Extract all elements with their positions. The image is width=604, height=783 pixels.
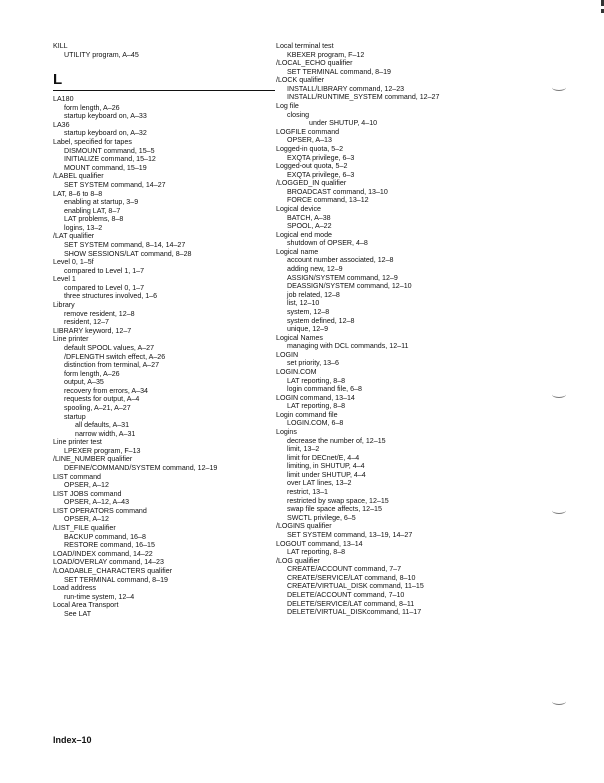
index-subentry: SET TERMINAL command, 8–19 xyxy=(64,575,168,584)
index-subentry: list, 12–10 xyxy=(287,299,320,308)
index-subentry: KBEXER program, F–12 xyxy=(287,50,365,59)
index-subentry: compared to Level 0, 1–7 xyxy=(64,283,145,292)
index-subentry: SET SYSTEM command, 13–19, 14–27 xyxy=(287,530,413,539)
index-subentry: resident, 12–7 xyxy=(64,318,109,327)
index-subentry: DELETE/SERVICE/LAT command, 8–11 xyxy=(287,599,415,608)
index-subentry: MOUNT command, 15–19 xyxy=(64,163,147,172)
page-number: Index–10 xyxy=(53,735,92,745)
index-subentry: login command file, 6–8 xyxy=(287,385,362,394)
margin-mark xyxy=(552,507,566,514)
index-subentry: BATCH, A–38 xyxy=(287,213,331,222)
index-subentry: OPSER, A–13 xyxy=(287,136,332,145)
section-letter-heading: L xyxy=(53,72,275,91)
index-entry: LOAD/INDEX command, 14–22 xyxy=(53,549,153,558)
index-subentry: startup xyxy=(64,412,86,421)
index-subentry: CREATE/VIRTUAL_DISK command, 11–15 xyxy=(287,582,424,591)
index-subentry: default SPOOL values, A–27 xyxy=(64,343,155,352)
index-subentry: UTILITY program, A–45 xyxy=(64,50,139,59)
index-subentry: set priority, 13–6 xyxy=(287,359,339,368)
index-subentry: system, 12–8 xyxy=(287,307,330,316)
index-subentry: limiting, in SHUTUP, 4–4 xyxy=(287,462,365,471)
index-subentry: DISMOUNT command, 15–5 xyxy=(64,146,155,155)
index-subentry: output, A–35 xyxy=(64,378,104,387)
index-entry: LOGIN xyxy=(276,350,299,359)
index-entry: LAT, 8–6 to 8–8 xyxy=(53,189,103,198)
index-subentry: SPOOL, A–22 xyxy=(287,222,332,231)
margin-mark xyxy=(552,391,566,398)
index-entry: /LIST_FILE qualifier xyxy=(53,524,116,533)
index-entry: /LINE_NUMBER qualifier xyxy=(53,455,133,464)
index-subentry: ASSIGN/SYSTEM command, 12–9 xyxy=(287,273,398,282)
index-entry: KILL xyxy=(53,42,68,50)
index-subentry: BACKUP command, 16–8 xyxy=(64,532,146,541)
index-subentry: enabling at startup, 3–9 xyxy=(64,198,139,207)
index-entry: Login command file xyxy=(276,410,338,419)
index-subentry: DEFINE/COMMAND/SYSTEM command, 12–19 xyxy=(64,464,218,473)
index-subentry: all defaults, A–31 xyxy=(75,421,130,430)
index-entry: /LOGGED_IN qualifier xyxy=(276,179,347,188)
index-subentry: DELETE/ACCOUNT command, 7–10 xyxy=(287,591,405,599)
index-subentry: compared to Level 1, 1–7 xyxy=(64,266,145,275)
index-entry: /LOADABLE_CHARACTERS qualifier xyxy=(53,566,173,575)
index-entry: Logical device xyxy=(276,204,321,213)
index-subentry: FORCE command, 13–12 xyxy=(287,196,369,205)
index-subentry: restricted by swap space, 12–15 xyxy=(287,496,389,505)
index-subentry: LAT reporting, 8–8 xyxy=(287,548,346,557)
index-entry: Level 1 xyxy=(53,275,76,284)
index-subentry: logins, 13–2 xyxy=(64,223,103,232)
index-column-right xyxy=(276,42,536,617)
index-entry: LA36 xyxy=(53,120,70,129)
index-subentry: three structures involved, 1–6 xyxy=(64,292,158,301)
index-entry: LOGOUT command, 13–14 xyxy=(276,539,363,548)
index-subentry: CREATE/ACCOUNT command, 7–7 xyxy=(287,565,402,574)
index-entry: Logged-in quota, 5–2 xyxy=(276,144,344,153)
index-subentry: startup keyboard on, A–32 xyxy=(64,129,147,138)
index-subentry: OPSER, A–12 xyxy=(64,515,109,524)
margin-mark xyxy=(552,84,566,91)
index-subentry: swap file space affects, 12–15 xyxy=(287,505,382,514)
index-subentry: limit, 13–2 xyxy=(287,445,320,454)
index-entry: Line printer test xyxy=(53,438,102,447)
index-subentry: LOGIN.COM, 6–8 xyxy=(287,419,344,428)
index-subentry: form length, A–26 xyxy=(64,369,120,378)
index-entry: Log file xyxy=(276,102,299,111)
index-entry: LIBRARY keyword, 12–7 xyxy=(53,326,132,335)
index-subentry: system defined, 12–8 xyxy=(287,316,355,325)
index-subentry: enabling LAT, 8–7 xyxy=(64,206,121,215)
index-subentry: INSTALL/RUNTIME_SYSTEM command, 12–27 xyxy=(287,93,440,102)
index-subentry: adding new, 12–9 xyxy=(287,265,343,274)
index-subentry: managing with DCL commands, 12–11 xyxy=(287,342,409,351)
index-entry: Logins xyxy=(276,428,297,437)
index-entry: Logged-out quota, 5–2 xyxy=(276,162,348,171)
index-subentry: distinction from terminal, A–27 xyxy=(64,361,160,370)
index-entry: Library xyxy=(53,301,75,310)
index-entry: LIST command xyxy=(53,472,101,481)
index-entry: LIST OPERATORS command xyxy=(53,506,147,515)
index-subentry: startup keyboard on, A–33 xyxy=(64,112,147,121)
index-subentry: spooling, A–21, A–27 xyxy=(64,403,131,412)
index-subentry: recovery from errors, A–34 xyxy=(64,386,148,395)
index-entry: Logical end mode xyxy=(276,230,333,239)
index-subentry: LAT reporting, 8–8 xyxy=(287,376,346,385)
index-entry: /LOGINS qualifier xyxy=(276,522,332,531)
index-subentry: BROADCAST command, 13–10 xyxy=(287,187,388,196)
index-subentry: EXQTA privilege, 6–3 xyxy=(287,170,355,179)
index-subentry: shutdown of OPSER, 4–8 xyxy=(287,239,368,248)
index-entry: Logical name xyxy=(276,247,319,256)
index-subentry: unique, 12–9 xyxy=(287,325,329,334)
index-subentry: SET SYSTEM command, 8–14, 14–27 xyxy=(64,240,186,249)
index-entry: Local Area Transport xyxy=(53,601,119,610)
index-entry: LOGIN command, 13–14 xyxy=(276,393,355,402)
index-entry: LA180 xyxy=(53,95,74,104)
index-subentry: SET SYSTEM command, 14–27 xyxy=(64,180,166,189)
index-entry: LOGFILE command xyxy=(276,127,340,136)
index-entry: Load address xyxy=(53,584,96,593)
index-entry: /LOCK qualifier xyxy=(276,76,325,85)
index-subentry: restrict, 13–1 xyxy=(287,488,329,497)
index-entry: Label, specified for tapes xyxy=(53,138,132,147)
index-subentry: remove resident, 12–8 xyxy=(64,309,135,318)
index-entry: Level 0, 1–5f xyxy=(53,258,94,267)
index-subentry: See LAT xyxy=(64,609,92,618)
index-subentry: over LAT lines, 13–2 xyxy=(287,479,352,488)
index-subentry: EXQTA privilege, 6–3 xyxy=(287,153,355,162)
index-subentry: LAT reporting, 8–8 xyxy=(287,402,346,411)
index-entry: /LOCAL_ECHO qualifier xyxy=(276,59,353,68)
index-subentry: DEASSIGN/SYSTEM command, 12–10 xyxy=(287,282,412,291)
index-entry: Line printer xyxy=(53,335,89,344)
index-subentry: CREATE/SERVICE/LAT command, 8–10 xyxy=(287,573,416,582)
index-subentry: limit under SHUTUP, 4–4 xyxy=(287,470,366,479)
index-entry: Logical Names xyxy=(276,333,323,342)
index-subentry: SHOW SESSIONS/LAT command, 8–28 xyxy=(64,249,192,258)
index-subentry: /DFLENGTH switch effect, A–26 xyxy=(64,352,166,361)
index-subentry: LAT problems, 8–8 xyxy=(64,215,124,224)
index-subentry: limit for DECnet/E, 4–4 xyxy=(287,453,360,462)
index-subentry: closing xyxy=(287,110,310,119)
index-subentry: run-time system, 12–4 xyxy=(64,592,135,601)
index-subentry: narrow width, A–31 xyxy=(75,429,136,438)
index-entry: LOGIN.COM xyxy=(276,367,317,376)
index-subentry: RESTORE command, 16–15 xyxy=(64,541,155,550)
index-subentry: SWCTL privilege, 6–5 xyxy=(287,513,356,522)
index-column-left xyxy=(53,42,273,618)
index-subentry: form length, A–26 xyxy=(64,103,120,112)
index-subentry: LPEXER program, F–13 xyxy=(64,446,141,455)
index-subentry: decrease the number of, 12–15 xyxy=(287,436,386,445)
margin-mark xyxy=(552,698,566,705)
index-entry: /LABEL qualifier xyxy=(53,172,104,181)
index-entry: LIST JOBS command xyxy=(53,489,122,498)
index-subentry: job related, 12–8 xyxy=(287,290,340,299)
index-subentry: SET TERMINAL command, 8–19 xyxy=(287,67,391,76)
index-subentry: OPSER, A–12 xyxy=(64,481,109,490)
index-subentry: INSTALL/LIBRARY command, 12–23 xyxy=(287,84,405,93)
index-subentry: INITIALIZE command, 15–12 xyxy=(64,155,156,164)
index-subentry: DELETE/VIRTUAL_DISKcommand, 11–17 xyxy=(287,608,422,617)
index-entry: /LAT qualifier xyxy=(53,232,95,241)
index-subentry: OPSER, A–12, A–43 xyxy=(64,498,130,507)
index-entry: LOAD/OVERLAY command, 14–23 xyxy=(53,558,164,567)
index-subentry: under SHUTUP, 4–10 xyxy=(309,119,378,128)
index-subentry: requests for output, A–4 xyxy=(64,395,140,404)
index-entry: /LOG qualifier xyxy=(276,556,320,565)
index-entry: Local terminal test xyxy=(276,42,334,50)
index-subentry: account number associated, 12–8 xyxy=(287,256,394,265)
